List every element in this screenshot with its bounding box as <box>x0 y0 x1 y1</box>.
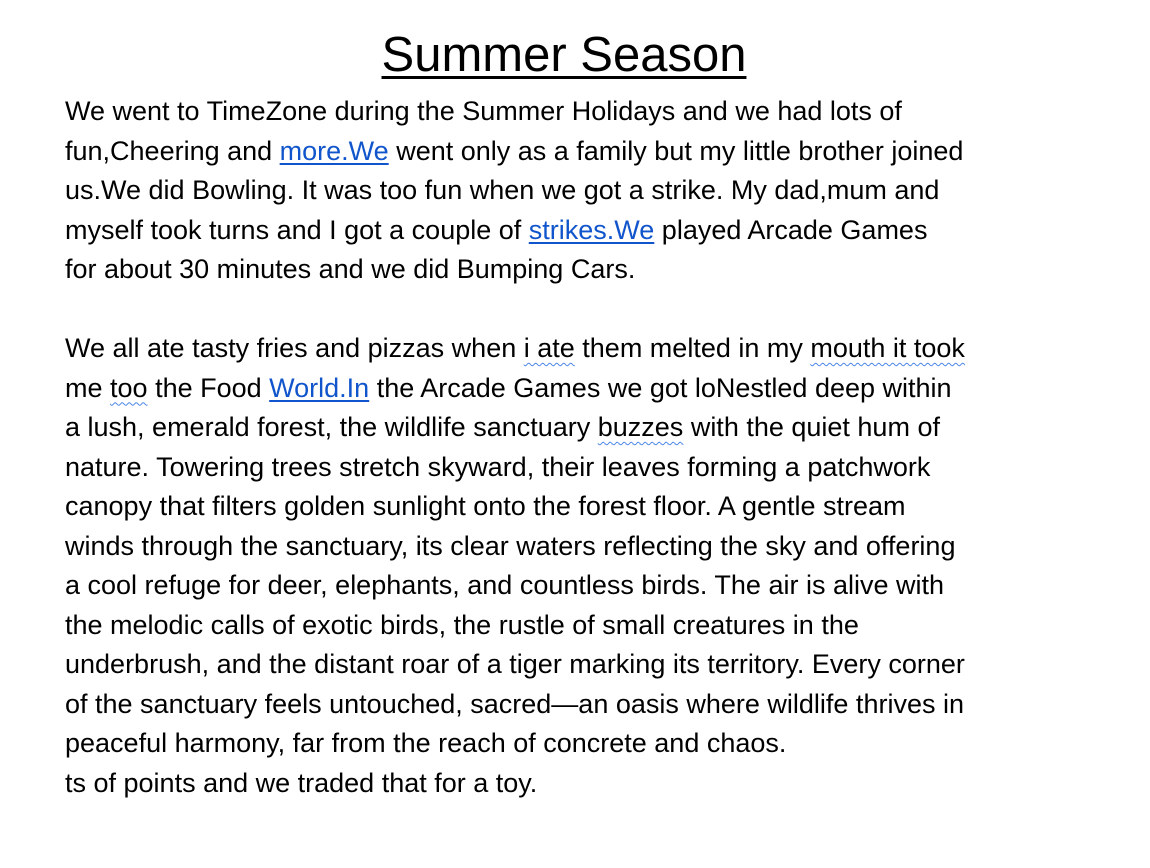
text-run: winds through the sanctuary, its clear waters reflecting the sky and offering <box>65 530 956 561</box>
paragraph-line <box>65 527 1075 567</box>
spellcheck-underline[interactable]: mouth it took <box>810 333 965 363</box>
text-run: underbrush, and the distant roar of a tiger marking its territory. Every corner <box>65 649 965 679</box>
text-run: the Arcade Games we got loNestled deep within <box>369 372 952 403</box>
paragraph-line <box>65 487 1075 527</box>
text-run: with the quiet hum of <box>683 412 940 442</box>
text-run: them melted in my <box>574 333 811 363</box>
paragraph-line <box>65 250 1075 290</box>
paragraph-line <box>65 408 1075 448</box>
paragraph-spacer <box>65 290 1075 330</box>
paragraph-line <box>65 329 1075 369</box>
paragraph-line <box>65 171 1075 211</box>
hyperlink-more-we[interactable]: more.We <box>279 135 389 166</box>
text-run: We all ate tasty fries and pizzas when <box>65 333 524 363</box>
paragraph-line <box>65 645 1075 685</box>
paragraph-line <box>65 685 1075 725</box>
text-run: fun,Cheering and <box>65 135 280 166</box>
hyperlink-world-in[interactable]: World.In <box>269 372 370 403</box>
paragraph-line <box>65 606 1075 646</box>
text-run: We went to TimeZone during the Summer Holidays and we had lots of <box>65 96 902 126</box>
paragraph-line <box>65 369 1075 409</box>
spellcheck-underline[interactable]: buzzes <box>597 412 684 442</box>
page-title: Summer Season <box>381 28 747 82</box>
paragraph-line <box>65 132 1075 172</box>
text-run: the Food <box>147 372 270 403</box>
paragraph-line <box>65 724 1075 764</box>
text-run: of the sanctuary feels untouched, sacred—an oasis where wildlife thrives in <box>65 688 964 719</box>
text-run: a lush, emerald forest, the wildlife sanctuary <box>65 412 598 442</box>
text-run: canopy that filters golden sunlight onto the forest floor. A gentle stream <box>65 491 906 521</box>
paragraph-line <box>65 92 1075 132</box>
text-run: the melodic calls of exotic birds, the rustle of small creatures in the <box>65 609 859 640</box>
text-run: myself took turns and I got a couple of <box>65 214 529 245</box>
text-run: for about 30 minutes and we did Bumping Cars. <box>65 254 636 284</box>
text-run: went only as a family but my little brother joined <box>388 135 964 166</box>
text-run: ts of points and we traded that for a toy. <box>65 767 538 798</box>
text-run: peaceful harmony, far from the reach of concrete and chaos. <box>65 728 787 758</box>
paragraph-line <box>65 211 1075 251</box>
text-run: us.We did Bowling. It was too fun when we got a strike. My dad,mum and <box>65 175 940 205</box>
text-run: nature. Towering trees stretch skyward, their leaves forming a patchwork <box>65 451 931 482</box>
paragraph-line <box>65 764 1075 804</box>
document-body[interactable] <box>65 92 1075 803</box>
text-run: played Arcade Games <box>654 214 928 245</box>
text-run: me <box>65 372 111 403</box>
hyperlink-strikes-we[interactable]: strikes.We <box>528 214 655 245</box>
paragraph-line <box>65 566 1075 606</box>
spellcheck-underline[interactable]: too <box>110 372 148 403</box>
paragraph-line <box>65 448 1075 488</box>
text-run: a cool refuge for deer, elephants, and countless birds. The air is alive with <box>65 570 945 600</box>
spellcheck-underline[interactable]: i ate <box>523 333 575 363</box>
